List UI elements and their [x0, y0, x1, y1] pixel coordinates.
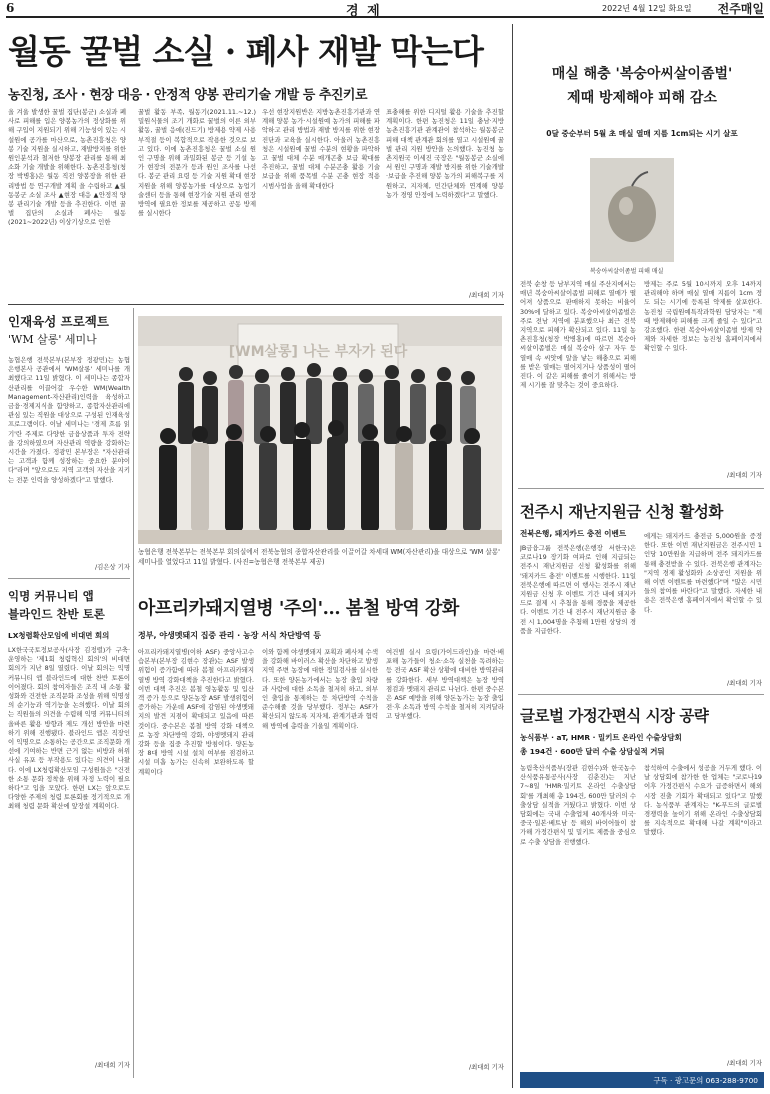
main-story-rule	[8, 304, 504, 305]
apricot-story-byline: /최대희 기자	[726, 471, 762, 479]
wm-story-body: 농협은행 전북본부(본부장 정광민)는 농협은행본사 공관에서 'WM살롱' 세미나를 개최했다고 11일 밝혔다. 이 세미나는 종합자산관리를 이끌어갈 우수한 WM(Wealth Management-자산관리)인력을 육성하고 금융·경제지식을 함양하고, 종합자산관리에 관심 있는 직원을 대상으로 구성된 인재육성 프로그램이다. 이날 세미나는 '경제 흐름 읽기'란 주제로 다양한 금융상품과 투자 전략을 강의하였으며 자산관리 역량을 강화하는 시간을 가졌다. 정광민 본부장은 "자산관리는 고객과 함께 성장하는 중요한 분야이다"라며 "앞으로도 지역 고객의 자산을 지키는 전문 인력을 양성하겠다"고 말했다.	[8, 356, 130, 484]
main-story-col2: 꿀벌 활동 부족, 월동기(2021.11.~12.) 밀원식물의 조기 개화로 꿀벌의 이른 외부 활동, 꿀벌 응애(진드기) 방제용 약제 사용 부적절 등이 복합적으로 작용한 것으로 보고 있다. 이에 농촌진흥청은 꿀벌 소실 원인 구명을 위해 과밀화된 봉군 등 기설 농가 현장의 전문가 등과 원인 조사를 나선다. 봉군 관리 요령 등 기술 지원 확대 현장 지원을 위해 양봉농가를 대상으로 농업기술센터 등을 통해 현장기술 지원 관리 현장 방역에 필요한 정보를 제공하고 공동 방제를 실시한다	[138, 108, 256, 218]
wm-title-line1: 인재육성 프로젝트	[8, 314, 109, 329]
relief-headline: 전주시 재난지원금 신청 활성화	[520, 502, 723, 521]
relief-story-byline: /최대희 기자	[726, 679, 762, 687]
photo-credit: (사진=농협은행 전북본부 제공)	[233, 557, 325, 566]
left-column-rule	[133, 308, 134, 1078]
global-story-byline: /최대희 기자	[726, 1059, 762, 1067]
asf-story-col2: 이와 함께 야생멧돼지 포획과 폐사체 수색을 강화해 바이러스 확산을 차단하고 발생 지역 주변 농장에 대한 정밀검사를 실시한다. 또한 양돈농가에서는 농장 출입 차량과 사람에 대한 소독을 철저히 하고, 외부인 출입을 통제하는 등 차단방역 수칙을 준수해줄 것을 당부했다. 정부는 ASF가 확산되지 않도록 지자체, 관계기관과 협력해 방역에 총력을 기울일 계획이다.	[262, 648, 378, 730]
main-subhead: 농진청, 조사 · 현장 대응 · 안정적 양봉 관리기술 개발 등 추진키로	[8, 88, 368, 103]
subscription-footer: 구독 · 광고문의 063-288-9700	[520, 1072, 764, 1088]
asf-story-col3: 여건별 실시 요령(가이드라인)을 마련·배포해 농가들이 청소·소독 실천을 독려하는 등 전국 ASF 확산 상황에 대비한 방역관리를 강화한다. 세부 방역대책은 농장 방역 점검과 멧돼지 관리로 나뉜다. 한편 중수본은 ASF 예방을 위해 양돈농가는 농장 출입 전·후 소독과 방역 수칙을 철저히 지켜달라고 당부했다.	[386, 648, 504, 721]
apricot-story-col-a: 전북 순창 등 남부지역 매실 주산지에서는 매년 복숭아씨살이좀벌 피해로 열매가 떨어져 상품으로 판매하지 못하는 비율이 30%에 달하고 있다. 복숭아씨살이좀벌은 주로 전남 지역에 분포했으나 최근 전북 지역으로 피해가 확산되고 있다. 11일 농촌진흥청(청장 박병홍)에 따르면 복숭아씨살이좀벌은 매실 복숭아 살구 자두 등 열매 속 씨앗에 알을 낳는 해충으로 피해를 받은 열매는 떨어지거나 상품성이 떨어진다. 이 같은 피해를 줄이기 위해서는 방제 시기를 잘 맞추는 것이 중요하다.	[520, 280, 636, 390]
paper-name: 전주매일	[717, 2, 764, 16]
section-title: 경 제	[346, 4, 382, 19]
community-story-body: LX한국국토정보공사(사장 김정렬)가 구축·운영하는 '제1회 청렴혁신 회의'의 비대면 회의가 지난 8일 열렸다. 이날 회의는 익명 커뮤니티 앱 블라인드에 대한 찬반 토론이 이어졌다. 회의 참여자들은 조직 내 소통 활성화와 건전한 조직문화 조성을 위해 익명성의 순기능과 역기능을 논의했다. 이날 회의는 직원들의 의견을 수렴해 익명 커뮤니티의 올바른 활용 방향과 제도 개선 방안을 마련하기 위해 진행됐다. 블라인드 앱은 직장인이 익명으로 소통하는 공간으로 조직문화 개선에 기여하는 반면 근거 없는 비방과 허위 사실 유포 등 부작용도 있다는 의견이 나왔다. 이에 LX청렴확산모임 구성원들은 "건전한 소통 문화 정착을 위해 자정 노력이 필요하다"고 입을 모았다. 한편 LX는 앞으로도 다양한 주제의 청렴 토론회를 정기적으로 개최해 청렴 문화 확산에 앞장설 계획이다.	[8, 646, 130, 811]
community-title-line1: 익명 커뮤니티 앱	[8, 589, 94, 603]
global-story-col2: 참석하여 수출에서 성공을 거두게 했다. 이날 상담회에 참가한 한 업체는 "코로나19 이후 가정간편식 수요가 급증하면서 해외 시장 진출 기회가 확대되고 있다"고 말했다. 농식품부 관계자는 "K-푸드의 글로벌 경쟁력을 높이기 위해 온라인 수출상담회를 지속적으로 확대해 나갈 계획"이라고 말했다.	[644, 764, 762, 837]
apricot-headline-line2: 제때 방제해야 피해 감소	[567, 90, 717, 106]
right-column-rule	[512, 24, 513, 1088]
banner-text: [WM살롱] 나는 부자가 된다	[228, 344, 408, 360]
relief-story-col1: JB금융그룹 전북은행(은행장 서한국)은 코로나19 장기화 여파로 인해 지급되는 전주시 재난지원금 신청 활성화를 위해 '돼지카드 충전' 이벤트를 시행한다. 11일 전북은행에 따르면 이 행사는 전주시 재난지원금 신청 후 이벤트 기간 내에 돼지카드로 결제 시 추첨을 통해 경품을 제공한다. 이벤트 기간 내 전주시 재난지원금 충전 시 1,004명을 추첨해 1만원 상당의 경품을 지급한다.	[520, 544, 636, 635]
community-story-byline: /최대희 기자	[94, 1061, 130, 1069]
relief-story-col2: 에게는 돼지카드 충전금 5,000원을 증정한다. 또한 이번 재난지원금은 전주시민 1인당 10만원을 지급하며 전주 돼지카드를 통해 충전받을 수 있다. 전북은행 관계자는 "지역 경제 활성화와 소상공인 지원을 위해 이번 이벤트를 마련했다"며 "많은 시민들의 참여를 바란다"고 말했다. 자세한 내용은 전북은행 홈페이지에서 확인할 수 있다.	[644, 532, 762, 614]
global-subhead1: 농식품부 · aT, HMR · 밀키트 온라인 수출상담회	[520, 733, 682, 742]
global-headline: 글로벌 가정간편식 시장 공략	[520, 706, 709, 725]
apricot-rule	[518, 488, 764, 489]
wm-story-byline: /김은상 기자	[94, 563, 130, 571]
asf-story-byline: /최대희 기자	[468, 1063, 504, 1071]
apricot-story-col-b: 방제는 주로 5월 10시까지 오후 14까지 관리해야 하며 매실 열매 지름이 1cm 정도 되는 시기에 등록된 약제를 살포한다. 농진청 국립원예특작과학원 담당자는 "제때 방제해야 피해를 크게 줄일 수 있다"고 강조했다. 한편 복숭아씨살이좀벌 방제 약제와 자세한 정보는 농진청 홈페이지에서 확인할 수 있다.	[644, 280, 762, 353]
wm-title-line2: 'WM 살롱' 세미나	[8, 333, 97, 346]
apricot-headline-line1: 매실 해충 '복숭아씨살이좀벌'	[551, 66, 733, 82]
issue-date: 2022년 4월 12일 화요일	[602, 4, 692, 13]
apricot-subhead: 0달 중순부터 5월 초 매실 열매 지름 1cm되는 시기 살포	[546, 129, 738, 138]
seminar-photo	[138, 316, 502, 544]
asf-subhead: 정부, 야생멧돼지 집중 관리 · 농장 서식 차단방역 등	[138, 631, 321, 640]
masthead	[6, 0, 764, 18]
main-story-byline: /최대희 기자	[468, 291, 504, 299]
seminar-photo-image	[138, 316, 502, 544]
main-story-col3: 우선 현장지원반은 지방농촌진흥기관과 연계해 양봉 농가·시설원예 농가의 피해를 파악하고 관리 방법과 재발 방지를 위한 현장 진단과 교육을 실시한다. 아울러 농촌진흥청은 시설원예 꿀벌 수분의 현황을 파악하고 꿀벌 대체 수분 매개곤충 보급 확대를 추진하고, 꿀벌 대체 수분곤충 활용 기술 보급을 위해 품목별 수분 곤충 현장 적용 시범사업을 올해 확대한다	[262, 108, 380, 190]
main-headline: 월동 꿀벌 소실 · 폐사 재발 막는다	[8, 32, 483, 71]
wm-rule	[8, 578, 130, 579]
photo-caption-text: 농협은행 전북본부는 전북본부 회의실에서 전북농협의 종합자산관리를 이끌어갈 차세대 WM(자산관리)을 대상으로 'WM 살롱' 세미나를 열었다고 11일 밝혔다.	[138, 548, 500, 566]
community-lead: LX청렴확산모임에 비대면 회의	[8, 631, 110, 640]
main-story-col4: 표충해를 위한 디지털 활용 기술을 추진할 계획이다. 한편 농진청은 11일 충남·지방 농촌진흥기관 관계관이 참석하는 월동봉군 피해 대책 관계관 회의를 열고 시설원예 꿀벌 관리 지원 방안을 논의했다. 농진청 농촌지원국 이세진 국장은 "월동봉군 소실에서 원인 구명과 재발 방지를 위한 기술개발·보급을 추진해 양봉 농가의 피해복구를 지원하고, 지자체, 민간단체와 연계해 양봉 농가 경영 안정에 노력하겠다"고 말했다.	[386, 108, 504, 199]
main-story-col1: 올 겨울 발생한 꿀벌 집단(봉군) 소실과 폐사로 피해를 입은 양봉농가의 정상화를 위해 구입이 지원되기 위해 기능성이 있는 시설원에 공가를 마산으로, 농촌진흥청은 양봉 기술 지원을 실시하고, 재발방지를 위한 원인분석과 철저한 양봉장 관리를 통해 최소화 기술 개발을 위해한다. 농촌진흥청(청장 박병홍)은 월동 직전 양봉장을 위한 관리방법 등 연구개발 계획 을 수립하고 ▲월동봉군 소실 조사 ▲현장 대응 ▲안정적 양봉 관리기술 개발 등을 추진한다. 이번 꿀벌 집단의 소실과 폐사는 월동(2021~2022년) 이상기상으로 인한	[8, 108, 126, 227]
apricot-photo	[590, 158, 674, 262]
apricot-photo-caption: 복숭아씨살이좀벌 피해 매실	[590, 268, 664, 275]
asf-headline: 아프리카돼지열병 '주의'… 봄철 방역 강화	[138, 598, 459, 619]
apricot-headline	[520, 62, 764, 110]
relief-subhead: 전북은행, 돼지카드 충전 이벤트	[520, 529, 627, 538]
global-subhead2: 총 194건 · 600만 달러 수출 상담실적 거둬	[520, 747, 665, 756]
global-story-col1: 농림축산식품부(장관 김현수)와 한국농수산식품유통공사(사장 김춘진)는 지난 7~8일 'HMR·밀키트 온라인 수출상담회'를 개최해 총 194건, 600만 달러의 수출상담 실적을 거뒀다고 밝혔다. 이번 상담회에는 국내 수출업체 40개사와 미국·중국·일본·베트남 등 해외 바이어들이 참가해 가정간편식 및 밀키트 제품을 중심으로 수출 상담을 진행했다.	[520, 764, 636, 846]
asf-story-col1: 아프리카돼지열병(이하 ASF) 중앙사고수습본부(본부장 김현수 장관)는 ASF 발생위험이 증가함에 따라 봄철 아프리카돼지열병 방역 강화대책을 추진한다고 밝혔다. 이번 대책 추진은 봄철 영농활동 및 입산객 증가 등으로 양돈농장 ASF 발생위험이 증가하는 가운데 ASF에 감염된 야생멧돼지의 발견 지점이 확대되고 있음에 따른 것이다. 중수본은 봄철 방역 강화 대책으로 농장 차단방역 강화, 야생멧돼지 관리 강화 등을 집중 추진할 방침이다. 양돈농장 8대 방역 시설 설치 여부를 점검하고 시설 미흡 농가는 신속히 보완하도록 할 계획이다	[138, 648, 254, 776]
apricot-photo-image	[590, 158, 674, 262]
photo-caption	[138, 548, 502, 567]
relief-rule	[518, 694, 764, 695]
community-title-line2: 블라인드 찬반 토론	[8, 607, 105, 621]
page-number: 6	[6, 1, 15, 15]
